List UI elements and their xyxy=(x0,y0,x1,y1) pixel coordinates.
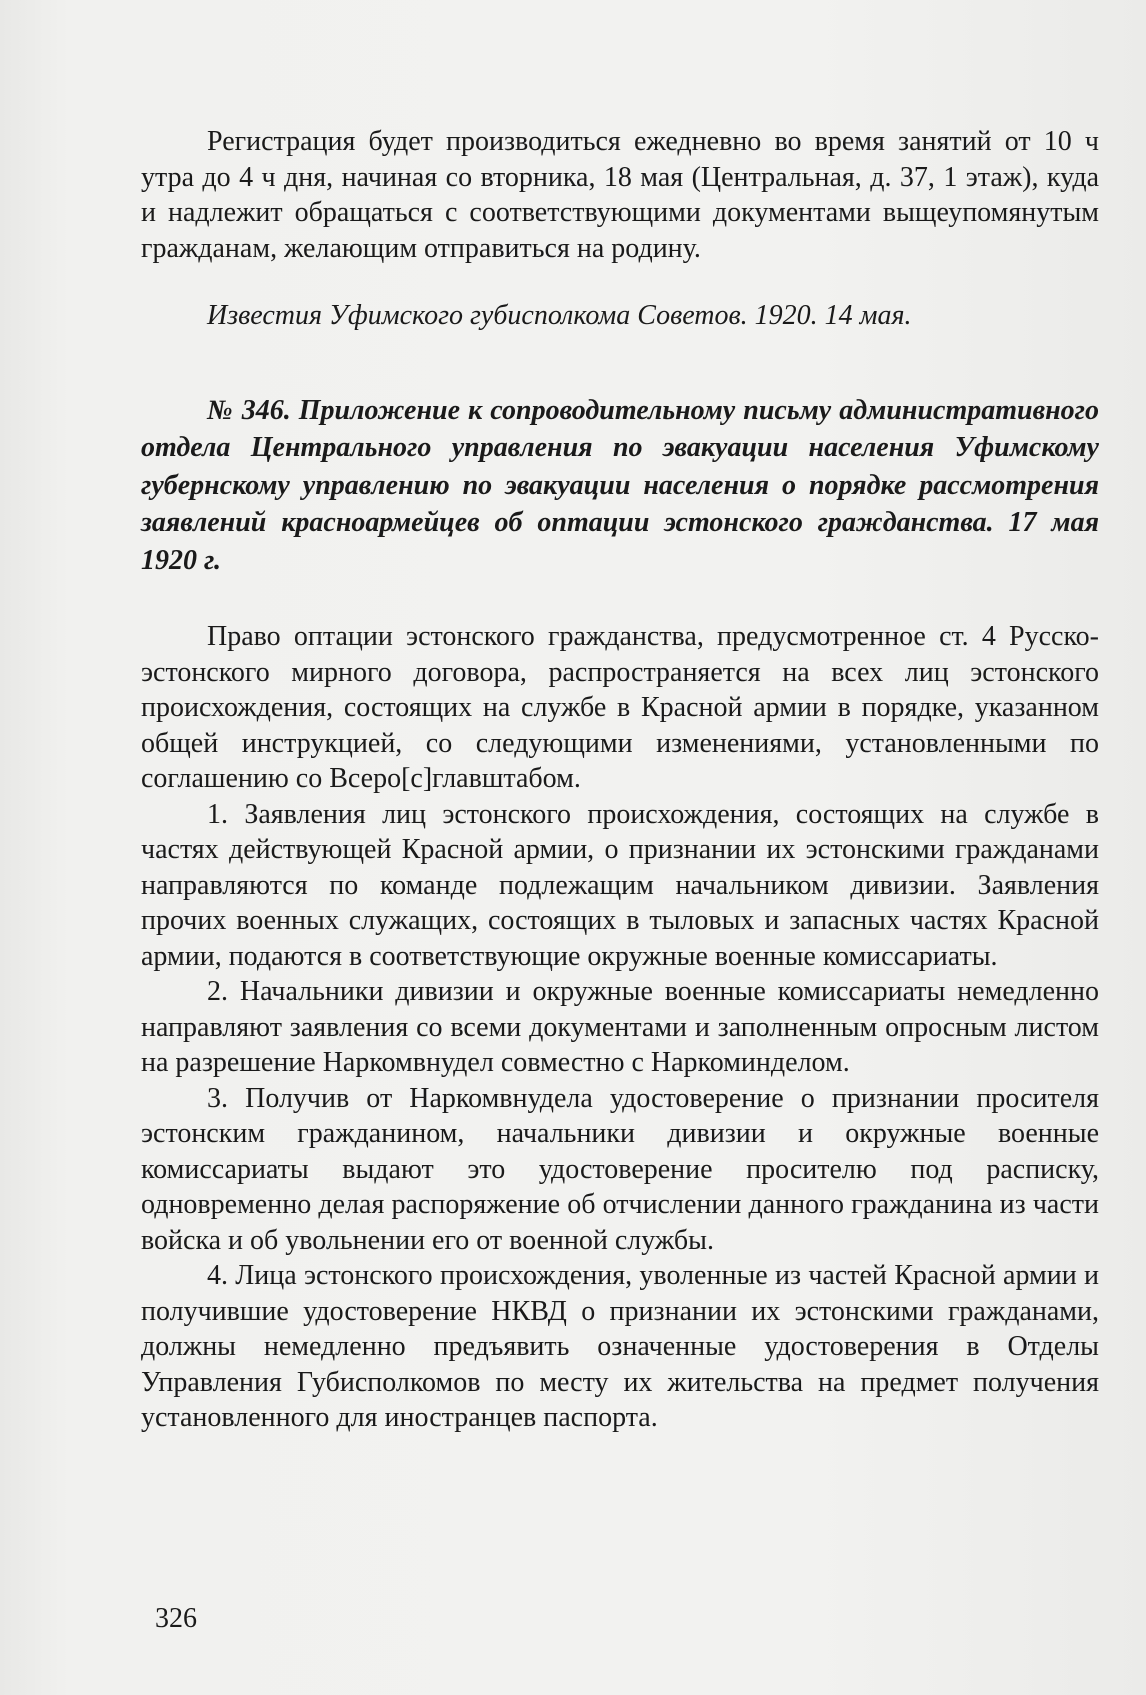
body-paragraph-4: 3. Получив от Наркомвнудела удостоверение о признании просителя эстонским гражданином, начальники дивизии и окружные военные комиссариаты выдают это удостоверение просителю под расписку, одновременно делая распоряжение об отчислении данного гражданина из части войска и об увольнении его от военной службы. xyxy=(141,1082,1099,1256)
intro-paragraph: Регистрация будет производиться ежедневно во время занятий от 10 ч утра до 4 ч дня, начиная со вторника, 18 мая (Центральная, д. 37, 1 этаж), куда и надлежит обращаться с соответствующими документами выщеупомянутым гражданам, желающим отправиться на родину. xyxy=(141,126,1099,264)
body-paragraph-5: 4. Лица эстонского происхождения, уволенные из частей Красной армии и получившие удостоверение НКВД о признании их эстонскими гражданами, должны немедленно предъявить означенные удостоверения в Отделы Управления Губисполкомов по месту их жительства на предмет получения установленного для иностранцев паспорта. xyxy=(141,1260,1099,1433)
body-paragraph-1: Право оптации эстонского гражданства, предусмотренное ст. 4 Русско-эстонского мирного договора, распространяется на всех лиц эстонского происхождения, состоящих на службе в Красной армии в порядке, указанном общей инструкцией, со следующими изменениями, установленными по соглашению со Всеро[с]главштабом. xyxy=(141,621,1099,794)
source-citation: Известия Уфимского губисполкома Советов. 1920. 14 мая. xyxy=(207,300,912,331)
page-content xyxy=(141,124,1099,1436)
body-paragraph-3: 2. Начальники дивизии и окружные военные комиссариаты немедленно направляют заявления со всеми документами и заполненным опросным листом на разрешение Наркомвнудел совместно с Наркоминделом. xyxy=(141,976,1099,1078)
page-number: 326 xyxy=(155,1603,197,1634)
body-paragraph-2: 1. Заявления лиц эстонского происхождения, состоящих на службе в частях действующей Красной армии, о признании их эстонскими гражданами направляются по команде подлежащим начальником дивизии. Заявления прочих военных служащих, состоящих в тыловых и запасных частях Красной армии, подаются в соответствующие окружные военные комиссариаты. xyxy=(141,798,1099,972)
document-heading: № 346. Приложение к сопроводительному письму административного отдела Центрального управления по эвакуации населения Уфимскому губернскому управлению по эвакуации населения о порядке рассмотрения заявлений красноармейцев об оптации эстонского гражданства. 17 мая 1920 г. xyxy=(141,394,1099,576)
